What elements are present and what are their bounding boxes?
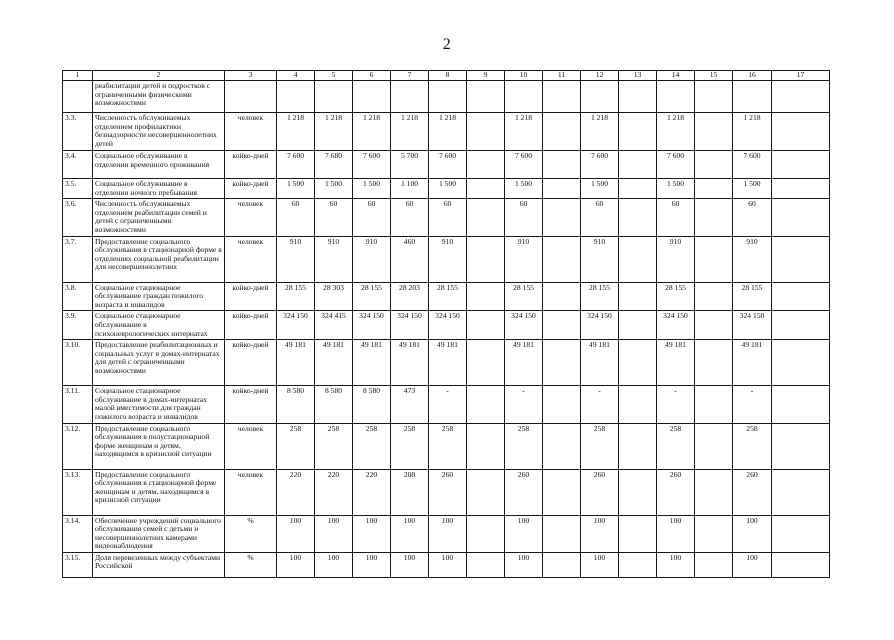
value-cell: 1 500 (277, 179, 315, 199)
value-cell (619, 113, 657, 151)
value-cell (695, 469, 733, 515)
value-cell (543, 236, 581, 282)
value-cell: 910 (657, 236, 695, 282)
column-header: 1 (63, 71, 93, 81)
value-cell: 60 (391, 199, 429, 236)
value-cell (619, 386, 657, 423)
value-cell: 7 600 (657, 151, 695, 179)
value-cell: 8 580 (353, 386, 391, 423)
value-cell (467, 469, 505, 515)
value-cell: 100 (353, 552, 391, 577)
value-cell: 260 (505, 469, 543, 515)
value-cell: 60 (581, 199, 619, 236)
value-cell: 8 580 (315, 386, 353, 423)
value-cell: 1 218 (277, 113, 315, 151)
value-cell (772, 423, 830, 469)
value-cell: 220 (353, 469, 391, 515)
indicator-name-cell: Социальное стационарное обслуживание граждан пожилого возраста и инвалидов (93, 282, 225, 311)
value-cell (467, 236, 505, 282)
row-number-cell: 3.9. (63, 311, 93, 340)
value-cell: 60 (657, 199, 695, 236)
value-cell: 49 181 (353, 340, 391, 386)
value-cell: 100 (733, 552, 772, 577)
value-cell: 100 (429, 552, 467, 577)
value-cell: 1 500 (733, 179, 772, 199)
unit-cell (225, 81, 277, 113)
value-cell: 1 218 (429, 113, 467, 151)
indicator-name-cell: Обеспечение учреждений социального обслуживания семей с детьми и несовершеннолетних камерами видеонаблюдения (93, 515, 225, 552)
value-cell (695, 386, 733, 423)
value-cell (772, 199, 830, 236)
value-cell (695, 236, 733, 282)
value-cell (695, 515, 733, 552)
value-cell (619, 179, 657, 199)
value-cell: 100 (581, 552, 619, 577)
row-number-cell: 3.5. (63, 179, 93, 199)
value-cell: 7 600 (353, 151, 391, 179)
value-cell: 910 (315, 236, 353, 282)
value-cell (543, 386, 581, 423)
value-cell: 1 218 (391, 113, 429, 151)
table-row (63, 151, 830, 179)
value-cell: 7 600 (733, 151, 772, 179)
value-cell: 28 155 (353, 282, 391, 311)
value-cell (543, 151, 581, 179)
value-cell: 910 (505, 236, 543, 282)
value-cell (543, 469, 581, 515)
value-cell (695, 179, 733, 199)
indicator-name-cell: Предоставление социального обслуживания в полустационарной форме женщинам и детям, находящимся в кризисной ситуации (93, 423, 225, 469)
value-cell: 100 (505, 515, 543, 552)
value-cell (467, 282, 505, 311)
value-cell: 460 (391, 236, 429, 282)
value-cell (619, 151, 657, 179)
value-cell: 49 181 (505, 340, 543, 386)
value-cell (695, 423, 733, 469)
value-cell: 260 (581, 469, 619, 515)
unit-cell: койко-дней (225, 179, 277, 199)
value-cell: - (429, 386, 467, 423)
value-cell: 324 150 (733, 311, 772, 340)
value-cell (467, 199, 505, 236)
value-cell: 49 181 (733, 340, 772, 386)
value-cell (619, 236, 657, 282)
indicator-name-cell: Предоставление социального обслуживания в стационарной форме женщинам и детям, находящимся в кризисной ситуации (93, 469, 225, 515)
row-number-cell: 3.3. (63, 113, 93, 151)
value-cell (467, 423, 505, 469)
value-cell: 260 (657, 469, 695, 515)
value-cell (772, 236, 830, 282)
value-cell: 1 218 (505, 113, 543, 151)
value-cell (619, 311, 657, 340)
value-cell: 100 (429, 515, 467, 552)
value-cell: 100 (315, 515, 353, 552)
column-header: 2 (93, 71, 225, 81)
value-cell (695, 113, 733, 151)
value-cell (467, 340, 505, 386)
value-cell: 324 150 (353, 311, 391, 340)
value-cell (277, 81, 315, 113)
column-header: 15 (695, 71, 733, 81)
indicator-name-cell: Социальное обслуживание в отделении временного проживания (93, 151, 225, 179)
value-cell: 324 150 (429, 311, 467, 340)
value-cell: 910 (277, 236, 315, 282)
unit-cell: человек (225, 199, 277, 236)
value-cell (733, 81, 772, 113)
value-cell: 324 150 (277, 311, 315, 340)
unit-cell: койко-дней (225, 340, 277, 386)
value-cell: 1 500 (315, 179, 353, 199)
table-row (63, 552, 830, 577)
value-cell: 220 (315, 469, 353, 515)
value-cell: 1 218 (581, 113, 619, 151)
value-cell: 258 (505, 423, 543, 469)
indicator-name-cell: Социальное стационарное обслуживание в психоневрологических интернатах (93, 311, 225, 340)
value-cell: 1 218 (315, 113, 353, 151)
value-cell: 258 (733, 423, 772, 469)
value-cell: 7 600 (505, 151, 543, 179)
unit-cell: % (225, 515, 277, 552)
value-cell: 1 218 (353, 113, 391, 151)
value-cell (543, 311, 581, 340)
value-cell: 1 500 (505, 179, 543, 199)
indicator-name-cell: Предоставление реабилитационных и социальных услуг в домах-интернатах для детей с ограниченными возможностями (93, 340, 225, 386)
value-cell: 100 (391, 552, 429, 577)
table-row (63, 81, 830, 113)
value-cell (695, 311, 733, 340)
value-cell (772, 151, 830, 179)
value-cell: 100 (391, 515, 429, 552)
value-cell: 220 (277, 469, 315, 515)
value-cell: 49 181 (581, 340, 619, 386)
value-cell (315, 81, 353, 113)
value-cell: 7 600 (581, 151, 619, 179)
indicator-name-cell: реабилитации детей и подростков с ограниченными физическими возможностями (93, 81, 225, 113)
value-cell (695, 81, 733, 113)
value-cell: 1 218 (733, 113, 772, 151)
table-row (63, 179, 830, 199)
value-cell: 100 (277, 552, 315, 577)
value-cell (429, 81, 467, 113)
value-cell: 910 (581, 236, 619, 282)
column-header: 16 (733, 71, 772, 81)
value-cell (467, 151, 505, 179)
column-header: 9 (467, 71, 505, 81)
value-cell (772, 340, 830, 386)
value-cell (543, 515, 581, 552)
value-cell: 258 (391, 423, 429, 469)
value-cell: 1 500 (429, 179, 467, 199)
value-cell: 60 (277, 199, 315, 236)
column-header: 8 (429, 71, 467, 81)
value-cell: 1 500 (657, 179, 695, 199)
value-cell: 258 (429, 423, 467, 469)
value-cell: 28 155 (505, 282, 543, 311)
value-cell (619, 199, 657, 236)
row-number-cell: 3.6. (63, 199, 93, 236)
value-cell (467, 311, 505, 340)
value-cell (543, 423, 581, 469)
unit-cell: человек (225, 236, 277, 282)
unit-cell: человек (225, 423, 277, 469)
table-row (63, 282, 830, 311)
unit-cell: человек (225, 113, 277, 151)
value-cell: 324 415 (315, 311, 353, 340)
indicator-name-cell: Численность обслуживаемых отделением профилактики безнадзорности несовершеннолетних детей (93, 113, 225, 151)
value-cell: - (505, 386, 543, 423)
value-cell (619, 515, 657, 552)
page-number: 2 (442, 36, 452, 53)
value-cell: 28 155 (429, 282, 467, 311)
value-cell (353, 81, 391, 113)
value-cell: 258 (581, 423, 619, 469)
value-cell: - (581, 386, 619, 423)
unit-cell: % (225, 552, 277, 577)
value-cell: 60 (733, 199, 772, 236)
value-cell (543, 81, 581, 113)
table-row (63, 423, 830, 469)
row-number-cell: 3.15. (63, 552, 93, 577)
value-cell (772, 469, 830, 515)
unit-cell: человек (225, 469, 277, 515)
header-row (63, 71, 830, 81)
value-cell: 49 181 (657, 340, 695, 386)
value-cell: 28 155 (733, 282, 772, 311)
value-cell (467, 113, 505, 151)
value-cell (695, 340, 733, 386)
value-cell: 60 (315, 199, 353, 236)
value-cell: 49 181 (391, 340, 429, 386)
value-cell (543, 199, 581, 236)
value-cell: 258 (277, 423, 315, 469)
row-number-cell: 3.13. (63, 469, 93, 515)
value-cell: 1 500 (353, 179, 391, 199)
table-row (63, 199, 830, 236)
value-cell (772, 113, 830, 151)
table-row (63, 113, 830, 151)
value-cell: 100 (315, 552, 353, 577)
value-cell (772, 311, 830, 340)
indicator-name-cell: Доля перевезенных между субъектами Российской (93, 552, 225, 577)
value-cell (467, 179, 505, 199)
value-cell (772, 515, 830, 552)
value-cell: 60 (353, 199, 391, 236)
value-cell: 28 203 (391, 282, 429, 311)
value-cell: 28 303 (315, 282, 353, 311)
value-cell: 910 (429, 236, 467, 282)
value-cell (543, 340, 581, 386)
value-cell: 324 150 (391, 311, 429, 340)
value-cell (772, 81, 830, 113)
column-header: 5 (315, 71, 353, 81)
indicator-name-cell: Социальное стационарное обслуживание в домах-интернатах малой вместимости для граждан пожилого возраста и инвалидов (93, 386, 225, 423)
table-row (63, 340, 830, 386)
column-header: 3 (225, 71, 277, 81)
value-cell (543, 552, 581, 577)
value-cell (772, 179, 830, 199)
value-cell: 258 (657, 423, 695, 469)
value-cell (467, 552, 505, 577)
value-cell: 324 150 (657, 311, 695, 340)
unit-cell: койко-дней (225, 386, 277, 423)
column-header: 7 (391, 71, 429, 81)
value-cell: 1 218 (657, 113, 695, 151)
table-row (63, 236, 830, 282)
value-cell: 28 155 (277, 282, 315, 311)
column-header: 13 (619, 71, 657, 81)
row-number-cell: 3.4. (63, 151, 93, 179)
value-cell (543, 113, 581, 151)
value-cell (695, 199, 733, 236)
table-row (63, 311, 830, 340)
value-cell (619, 423, 657, 469)
value-cell (695, 282, 733, 311)
value-cell: 7 600 (277, 151, 315, 179)
value-cell (505, 81, 543, 113)
unit-cell: койко-дней (225, 282, 277, 311)
value-cell: 910 (353, 236, 391, 282)
column-header: 4 (277, 71, 315, 81)
column-header: 12 (581, 71, 619, 81)
column-header: 6 (353, 71, 391, 81)
table-row (63, 386, 830, 423)
value-cell: - (657, 386, 695, 423)
row-number-cell: 3.12. (63, 423, 93, 469)
indicator-name-cell: Численность обслуживаемых отделением реабилитации семей и детей с ограниченными возможностями (93, 199, 225, 236)
value-cell (467, 515, 505, 552)
value-cell: 60 (429, 199, 467, 236)
value-cell: 208 (391, 469, 429, 515)
value-cell: 49 181 (315, 340, 353, 386)
row-number-cell (63, 81, 93, 113)
value-cell: 49 181 (277, 340, 315, 386)
value-cell: 100 (505, 552, 543, 577)
table-body (63, 81, 830, 578)
value-cell (619, 81, 657, 113)
column-header: 10 (505, 71, 543, 81)
value-cell: 100 (657, 552, 695, 577)
value-cell (467, 386, 505, 423)
value-cell: 5 700 (391, 151, 429, 179)
value-cell: 100 (353, 515, 391, 552)
value-cell (619, 552, 657, 577)
value-cell: 910 (733, 236, 772, 282)
value-cell: 28 155 (657, 282, 695, 311)
column-header: 11 (543, 71, 581, 81)
value-cell: 7 600 (429, 151, 467, 179)
unit-cell: койко-дней (225, 311, 277, 340)
value-cell (772, 282, 830, 311)
unit-cell: койко-дней (225, 151, 277, 179)
value-cell: 100 (277, 515, 315, 552)
value-cell (467, 81, 505, 113)
row-number-cell: 3.14. (63, 515, 93, 552)
value-cell: 1 100 (391, 179, 429, 199)
value-cell: 100 (581, 515, 619, 552)
value-cell: 324 150 (505, 311, 543, 340)
value-cell: 258 (353, 423, 391, 469)
value-cell (657, 81, 695, 113)
value-cell: 100 (733, 515, 772, 552)
value-cell: 49 181 (429, 340, 467, 386)
row-number-cell: 3.8. (63, 282, 93, 311)
column-header: 14 (657, 71, 695, 81)
row-number-cell: 3.7. (63, 236, 93, 282)
value-cell: 8 580 (277, 386, 315, 423)
value-cell (581, 81, 619, 113)
value-cell (695, 552, 733, 577)
value-cell (543, 282, 581, 311)
value-cell (619, 282, 657, 311)
indicator-name-cell: Предоставление социального обслуживания в стационарной форме в отделениях социальной реабилитации для несовершеннолетних (93, 236, 225, 282)
value-cell: 60 (505, 199, 543, 236)
column-header: 17 (772, 71, 830, 81)
value-cell: 260 (733, 469, 772, 515)
value-cell: 258 (315, 423, 353, 469)
value-cell (619, 340, 657, 386)
value-cell: 260 (429, 469, 467, 515)
row-number-cell: 3.11. (63, 386, 93, 423)
value-cell: 473 (391, 386, 429, 423)
value-cell: 324 150 (581, 311, 619, 340)
table-row (63, 515, 830, 552)
value-cell (772, 552, 830, 577)
data-table (62, 70, 830, 578)
value-cell: 7 680 (315, 151, 353, 179)
value-cell (772, 386, 830, 423)
value-cell (391, 81, 429, 113)
row-number-cell: 3.10. (63, 340, 93, 386)
value-cell (619, 469, 657, 515)
value-cell (695, 151, 733, 179)
value-cell (543, 179, 581, 199)
value-cell: 28 155 (581, 282, 619, 311)
value-cell: 1 500 (581, 179, 619, 199)
table-row (63, 469, 830, 515)
indicator-name-cell: Социальное обслуживание в отделении ночного пребывания (93, 179, 225, 199)
value-cell: 100 (657, 515, 695, 552)
value-cell: - (733, 386, 772, 423)
